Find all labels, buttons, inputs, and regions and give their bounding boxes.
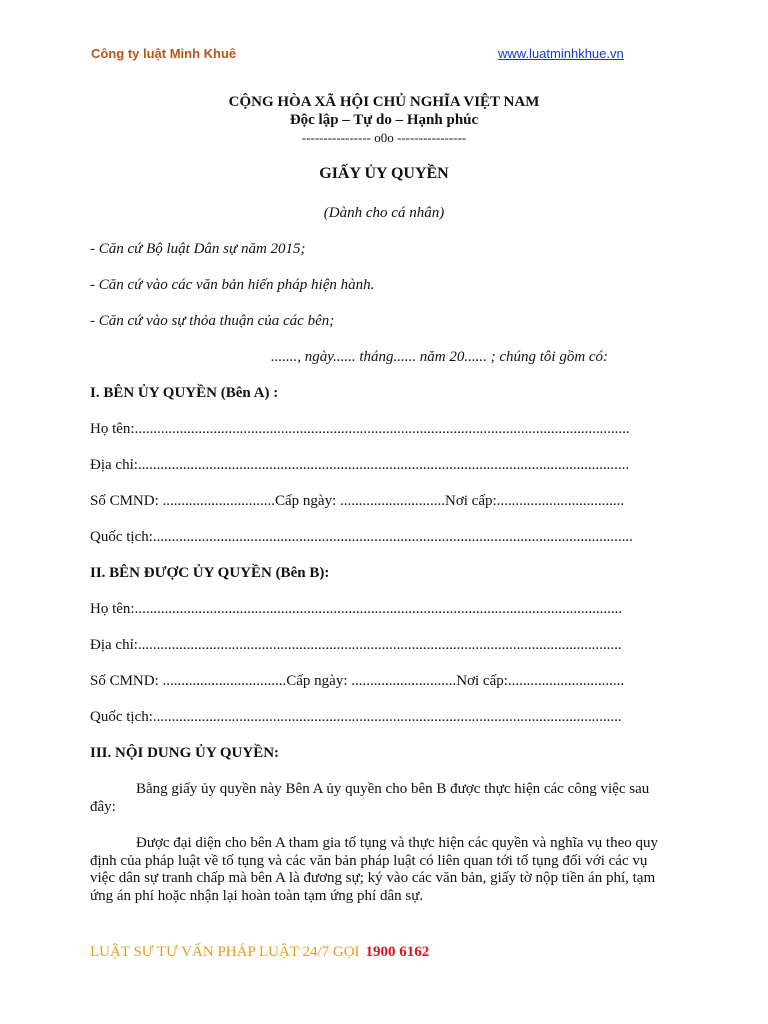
party-a-heading: I. BÊN ỦY QUYỀN (Bên A) : bbox=[90, 385, 279, 401]
party-b-address-field: Địa chỉ:................................................................................................................................. bbox=[90, 637, 622, 653]
motto: Độc lập – Tự do – Hạnh phúc bbox=[289, 112, 479, 128]
date-line: ......., ngày...... tháng...... năm 20...... ; chúng tôi gồm có: bbox=[271, 349, 609, 365]
party-b-nationality-field: Quốc tịch:............................................................................................................................. bbox=[90, 709, 622, 725]
hotline-number[interactable]: 1900 6162 bbox=[365, 944, 430, 960]
basis-line: - Căn cứ vào sự thỏa thuận của các bên; bbox=[90, 313, 335, 329]
basis-line: - Căn cứ vào các văn bản hiến pháp hiện hành. bbox=[90, 277, 375, 293]
company-name: Công ty luật Minh Khuê bbox=[91, 46, 237, 61]
basis-line: - Căn cứ Bộ luật Dân sự năm 2015; bbox=[90, 241, 306, 257]
party-b-name-field: Họ tên:.................................................................................................................................. bbox=[90, 601, 623, 617]
document-subtitle: (Dành cho cá nhân) bbox=[323, 205, 445, 221]
separator: ---------------- o0o ---------------- bbox=[301, 130, 467, 145]
website-link[interactable]: www.luatminhkhue.vn bbox=[498, 46, 624, 61]
party-b-heading: II. BÊN ĐƯỢC ỦY QUYỀN (Bên B): bbox=[90, 565, 330, 581]
content-paragraph: Được đại diện cho bên A tham gia tố tụng và thực hiện các quyền và nghĩa vụ theo quy định của pháp luật về tố tụng và các văn bản pháp luật có liên quan tới tố tụng đối với các vụ việc dân sự tranh chấp mà bên A là đương sự; ký vào các văn bản, giấy tờ nộp tiền án phí, tạm ứng án phí hoặc nhận lại hoàn toàn tạm ứng phí dân sự. bbox=[90, 835, 658, 904]
content-heading: III. NỘI DUNG ỦY QUYỀN: bbox=[90, 745, 280, 761]
hotline-label: LUẬT SƯ TƯ VẤN PHÁP LUẬT 24/7 GỌI bbox=[90, 944, 360, 960]
party-a-name-field: Họ tên:.................................................................................................................................... bbox=[90, 421, 630, 437]
nation-heading: CỘNG HÒA XÃ HỘI CHỦ NGHĨA VIỆT NAM bbox=[228, 94, 540, 110]
party-a-id-field: Số CMND: ..............................Cấp ngày: ............................Nơi cấp:.................................. bbox=[90, 493, 625, 509]
party-a-nationality-field: Quốc tịch:................................................................................................................................ bbox=[90, 529, 633, 545]
hotline-banner[interactable] bbox=[90, 944, 429, 961]
document-title: GIẤY ỦY QUYỀN bbox=[319, 165, 449, 182]
party-a-address-field: Địa chỉ:................................................................................................................................... bbox=[90, 457, 630, 473]
party-b-id-field: Số CMND: .................................Cấp ngày: ............................Nơi cấp:............................... bbox=[90, 673, 625, 689]
content-paragraph: Bằng giấy ủy quyền này Bên A ủy quyền cho bên B được thực hiện các công việc sau đây: bbox=[90, 781, 650, 815]
